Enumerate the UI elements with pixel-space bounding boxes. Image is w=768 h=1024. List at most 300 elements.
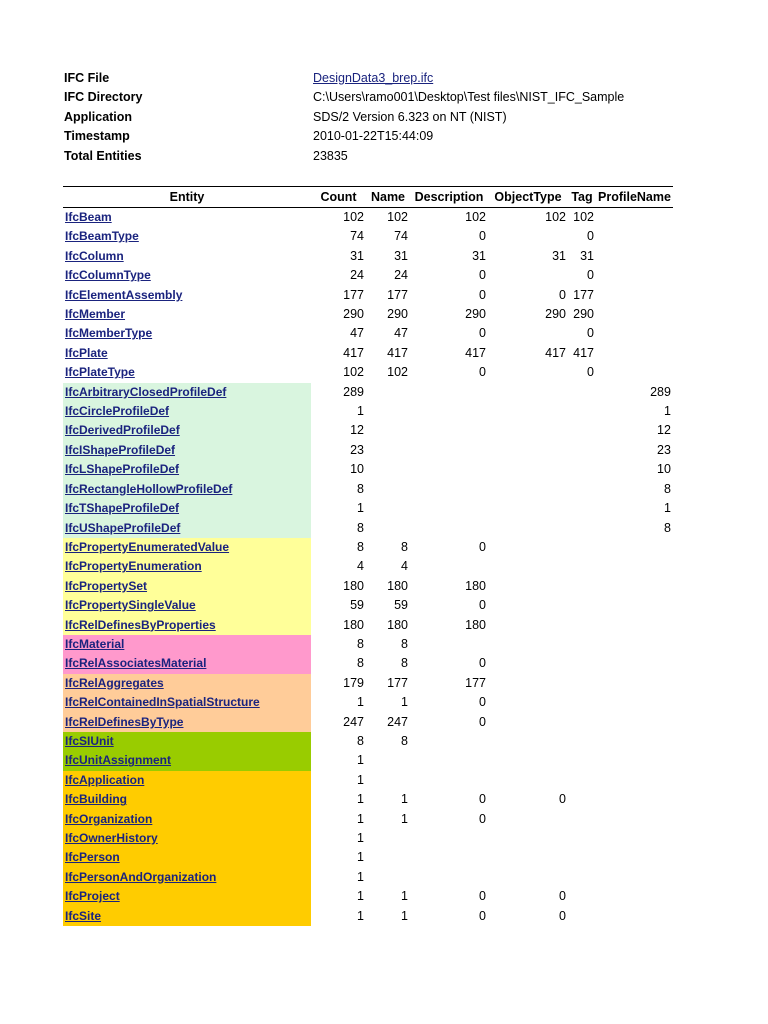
table-row (63, 208, 673, 228)
entity-link[interactable]: IfcOwnerHistory (65, 831, 158, 845)
cell-name: 180 (387, 617, 408, 632)
entity-link[interactable]: IfcSIUnit (65, 733, 114, 748)
entity-link[interactable]: IfcProject (65, 889, 120, 904)
cell-description: 0 (479, 287, 486, 302)
cell-name: 1 (401, 889, 408, 904)
table-row (63, 868, 673, 887)
cell-objecttype (488, 868, 568, 887)
cell-description (410, 829, 488, 848)
entity-cell (63, 421, 311, 440)
table-row (63, 751, 673, 770)
table-row (63, 305, 673, 324)
column-header-tag: Tag (568, 187, 596, 208)
cell-profilename (596, 635, 673, 654)
cell-profilename (596, 557, 673, 576)
cell-profilename: 1 (664, 501, 671, 516)
cell-count: 1 (357, 501, 364, 516)
cell-count: 247 (343, 714, 364, 729)
entity-cell (63, 596, 311, 615)
table-row (63, 460, 673, 479)
cell-description (410, 460, 488, 479)
cell-count: 8 (357, 520, 364, 535)
cell-objecttype (488, 751, 568, 770)
table-row (63, 383, 673, 402)
entity-cell (63, 751, 311, 770)
cell-count: 31 (350, 248, 364, 263)
cell-objecttype (488, 363, 568, 382)
cell-description: 290 (465, 307, 486, 322)
cell-objecttype (488, 848, 568, 867)
meta-key: IFC Directory (64, 90, 143, 105)
cell-count: 1 (357, 889, 364, 904)
cell-count: 8 (357, 539, 364, 554)
cell-description: 0 (479, 811, 486, 826)
cell-count: 177 (343, 287, 364, 302)
cell-name: 180 (387, 578, 408, 593)
cell-count: 102 (343, 365, 364, 380)
cell-tag: 0 (587, 365, 594, 380)
table-body (63, 208, 673, 927)
cell-description: 0 (479, 598, 486, 613)
entity-cell (63, 538, 311, 557)
table-row (63, 848, 673, 867)
cell-tag (568, 848, 596, 867)
cell-tag (568, 441, 596, 460)
cell-tag (568, 557, 596, 576)
column-header-entity: Entity (63, 187, 311, 208)
cell-objecttype (488, 810, 568, 829)
cell-description: 0 (479, 539, 486, 554)
cell-objecttype (488, 654, 568, 673)
cell-objecttype: 102 (545, 210, 566, 224)
entity-cell (63, 247, 311, 266)
cell-profilename (596, 286, 673, 305)
entity-cell (63, 693, 311, 712)
cell-objecttype (488, 596, 568, 615)
cell-objecttype (488, 227, 568, 246)
table-row (63, 286, 673, 305)
cell-count: 1 (357, 869, 364, 884)
column-header-description: Description (410, 187, 488, 208)
cell-count: 1 (357, 811, 364, 826)
cell-tag (568, 868, 596, 887)
cell-name: 417 (387, 345, 408, 360)
entity-link[interactable]: IfcTShapeProfileDef (65, 501, 180, 516)
cell-count: 8 (357, 656, 364, 671)
table-row (63, 713, 673, 732)
cell-name: 1 (401, 811, 408, 826)
cell-tag (568, 596, 596, 615)
cell-objecttype (488, 577, 568, 596)
table-row (63, 557, 673, 576)
cell-objecttype (488, 402, 568, 421)
cell-name: 1 (401, 695, 408, 710)
cell-profilename (596, 810, 673, 829)
cell-description (410, 635, 488, 654)
meta-value: C:\Users\ramo001\Desktop\Test files\NIST_IFC_Sample (313, 90, 625, 105)
cell-name: 1 (401, 792, 408, 807)
cell-profilename (596, 208, 673, 228)
entity-link[interactable]: IfcPlate (65, 345, 108, 360)
entity-link[interactable]: IfcMember (65, 307, 126, 322)
cell-count: 47 (350, 326, 364, 341)
cell-profilename: 12 (657, 423, 671, 438)
table-row (63, 421, 673, 440)
cell-profilename (596, 654, 673, 673)
cell-profilename (596, 829, 673, 848)
table-row (63, 732, 673, 751)
cell-count: 10 (350, 462, 364, 477)
cell-name: 8 (401, 539, 408, 554)
entity-link[interactable]: IfcMemberType (65, 326, 153, 341)
entity-link[interactable]: IfcUShapeProfileDef (65, 520, 181, 535)
cell-profilename (596, 868, 673, 887)
cell-tag (568, 713, 596, 732)
entity-cell (63, 713, 311, 732)
cell-tag: 0 (587, 229, 594, 244)
meta-value: 23835 (313, 148, 348, 163)
cell-name: 247 (387, 714, 408, 729)
cell-tag (568, 460, 596, 479)
entity-link[interactable]: IfcApplication (65, 772, 145, 787)
entity-link[interactable]: IfcPropertySingleValue (65, 598, 196, 613)
cell-profilename: 1 (664, 404, 671, 419)
meta-row (64, 127, 624, 146)
cell-profilename (596, 713, 673, 732)
cell-name (366, 751, 410, 770)
cell-profilename: 8 (664, 520, 671, 535)
cell-count: 8 (357, 733, 364, 748)
cell-description: 0 (479, 889, 486, 904)
ifc-file-link[interactable]: DesignData3_brep.ifc (313, 71, 434, 85)
entity-link[interactable]: IfcBeam (65, 210, 112, 224)
cell-description: 0 (479, 268, 486, 283)
cell-name (366, 402, 410, 421)
entity-cell (63, 324, 311, 343)
cell-tag (568, 771, 596, 790)
table-row (63, 771, 673, 790)
cell-tag (568, 421, 596, 440)
entity-link[interactable]: IfcMaterial (65, 636, 125, 651)
entity-link[interactable]: IfcPropertySet (65, 578, 148, 593)
cell-tag (568, 674, 596, 693)
meta-row (64, 108, 624, 127)
cell-name (366, 480, 410, 499)
cell-name: 8 (401, 733, 408, 748)
cell-tag (568, 810, 596, 829)
cell-profilename (596, 247, 673, 266)
entity-cell (63, 460, 311, 479)
entity-link[interactable]: IfcOrganization (65, 811, 153, 826)
meta-value: SDS/2 Version 6.323 on NT (NIST) (313, 109, 507, 124)
cell-tag (568, 577, 596, 596)
entity-cell (63, 577, 311, 596)
entity-cell (63, 286, 311, 305)
meta-key: IFC File (64, 71, 110, 85)
cell-profilename (596, 596, 673, 615)
cell-objecttype (488, 674, 568, 693)
cell-description (410, 848, 488, 867)
cell-description: 0 (479, 656, 486, 671)
cell-objecttype (488, 480, 568, 499)
cell-count: 179 (343, 675, 364, 690)
cell-count: 1 (357, 404, 364, 419)
cell-profilename (596, 616, 673, 635)
file-metadata (64, 69, 624, 166)
cell-description (410, 441, 488, 460)
table-row (63, 810, 673, 829)
meta-value: 2010-01-22T15:44:09 (313, 129, 434, 144)
cell-count: 12 (350, 423, 364, 438)
cell-description (410, 480, 488, 499)
cell-description (410, 751, 488, 770)
entity-link[interactable]: IfcLShapeProfileDef (65, 462, 180, 477)
entity-link[interactable]: IfcPerson (65, 850, 120, 865)
cell-count: 8 (357, 636, 364, 651)
cell-count: 23 (350, 442, 364, 457)
cell-tag (568, 732, 596, 751)
table-row (63, 887, 673, 906)
cell-count: 74 (350, 229, 364, 244)
cell-objecttype (488, 460, 568, 479)
cell-name: 24 (394, 268, 408, 283)
column-header-count: Count (311, 187, 366, 208)
cell-name (366, 383, 410, 402)
cell-name (366, 868, 410, 887)
table-row (63, 227, 673, 246)
column-header-name: Name (366, 187, 410, 208)
entity-cell (63, 305, 311, 324)
cell-profilename: 23 (657, 442, 671, 457)
table-row (63, 363, 673, 382)
cell-name: 290 (387, 307, 408, 322)
entity-cell (63, 810, 311, 829)
cell-objecttype (488, 499, 568, 518)
cell-profilename (596, 227, 673, 246)
cell-name: 4 (401, 559, 408, 574)
cell-count: 8 (357, 481, 364, 496)
table-row (63, 519, 673, 538)
cell-description (410, 383, 488, 402)
table-row (63, 266, 673, 285)
entity-cell (63, 868, 311, 887)
entity-link[interactable]: IfcColumn (65, 248, 124, 263)
cell-profilename (596, 266, 673, 285)
cell-description: 180 (465, 578, 486, 593)
table-row (63, 577, 673, 596)
entity-link[interactable]: IfcSite (65, 908, 102, 923)
cell-objecttype: 31 (552, 248, 566, 263)
cell-profilename (596, 305, 673, 324)
cell-name: 102 (387, 365, 408, 380)
table-row (63, 907, 673, 926)
table-row (63, 616, 673, 635)
cell-profilename (596, 344, 673, 363)
cell-description: 417 (465, 345, 486, 360)
cell-tag (568, 693, 596, 712)
table-row (63, 344, 673, 363)
cell-name: 47 (394, 326, 408, 341)
cell-tag (568, 499, 596, 518)
table-row (63, 654, 673, 673)
entity-cell (63, 771, 311, 790)
entity-link[interactable]: IfcPersonAndOrganization (65, 869, 217, 884)
entity-cell (63, 402, 311, 421)
entity-link[interactable]: IfcRelDefinesByProperties (65, 617, 216, 632)
entity-cell (63, 363, 311, 382)
entity-link[interactable]: IfcPropertyEnumeration (65, 559, 202, 574)
entity-cell (63, 848, 311, 867)
cell-objecttype: 0 (559, 889, 566, 904)
table-row (63, 402, 673, 421)
cell-count: 417 (343, 345, 364, 360)
entity-link[interactable]: IfcRectangleHollowProfileDef (65, 481, 233, 496)
entity-cell (63, 732, 311, 751)
cell-objecttype (488, 713, 568, 732)
cell-objecttype (488, 421, 568, 440)
cell-profilename: 289 (650, 384, 671, 399)
table-row (63, 247, 673, 266)
column-header-objecttype: ObjectType (488, 187, 568, 208)
entity-link[interactable]: IfcPlateType (65, 365, 135, 380)
entity-cell (63, 654, 311, 673)
cell-description: 0 (479, 695, 486, 710)
cell-name: 8 (401, 636, 408, 651)
entity-link[interactable]: IfcBuilding (65, 792, 127, 807)
cell-tag (568, 829, 596, 848)
table-header (63, 187, 673, 208)
entity-link[interactable]: IfcIShapeProfileDef (65, 442, 176, 457)
entity-cell (63, 519, 311, 538)
meta-row (64, 88, 624, 107)
entity-link[interactable]: IfcUnitAssignment (65, 753, 172, 768)
meta-key: Total Entities (64, 148, 142, 163)
cell-count: 1 (357, 772, 364, 787)
cell-name: 1 (401, 908, 408, 923)
cell-profilename (596, 751, 673, 770)
cell-description: 31 (472, 248, 486, 263)
cell-profilename (596, 790, 673, 809)
cell-profilename (596, 577, 673, 596)
cell-tag (568, 538, 596, 557)
cell-name: 177 (387, 675, 408, 690)
cell-objecttype (488, 557, 568, 576)
entity-link[interactable]: IfcDerivedProfileDef (65, 423, 180, 438)
cell-profilename (596, 693, 673, 712)
cell-tag (568, 519, 596, 538)
meta-row (64, 147, 624, 166)
cell-count: 24 (350, 268, 364, 283)
header-row (63, 187, 673, 208)
cell-name: 59 (394, 598, 408, 613)
entity-cell (63, 635, 311, 654)
cell-objecttype: 0 (559, 908, 566, 923)
entity-cell (63, 790, 311, 809)
cell-profilename (596, 363, 673, 382)
cell-objecttype (488, 616, 568, 635)
cell-name (366, 829, 410, 848)
cell-description: 0 (479, 908, 486, 923)
entity-cell (63, 616, 311, 635)
cell-objecttype (488, 266, 568, 285)
entity-link[interactable]: IfcRelAggregates (65, 675, 164, 690)
cell-description: 177 (465, 675, 486, 690)
entity-cell (63, 480, 311, 499)
table-row (63, 790, 673, 809)
meta-row (64, 69, 624, 88)
cell-name: 74 (394, 229, 408, 244)
entity-link[interactable]: IfcArbitraryClosedProfileDef (65, 384, 227, 399)
cell-name (366, 771, 410, 790)
cell-count: 1 (357, 831, 364, 845)
cell-profilename (596, 848, 673, 867)
cell-profilename (596, 771, 673, 790)
meta-key: Timestamp (64, 129, 130, 144)
cell-count: 102 (343, 210, 364, 224)
cell-description (410, 402, 488, 421)
entity-link[interactable]: IfcRelContainedInSpatialStructure (65, 695, 260, 710)
cell-description (410, 557, 488, 576)
cell-description (410, 499, 488, 518)
cell-description (410, 732, 488, 751)
cell-tag (568, 480, 596, 499)
cell-description: 102 (465, 210, 486, 224)
cell-name (366, 519, 410, 538)
cell-tag: 102 (573, 210, 594, 224)
entity-cell (63, 829, 311, 848)
entity-link[interactable]: IfcColumnType (65, 268, 151, 283)
table-row (63, 674, 673, 693)
cell-objecttype (488, 441, 568, 460)
entity-cell (63, 227, 311, 246)
entity-cell (63, 266, 311, 285)
table-row (63, 693, 673, 712)
entity-link[interactable]: IfcElementAssembly (65, 287, 183, 302)
entity-cell (63, 344, 311, 363)
entity-cell (63, 441, 311, 460)
cell-count: 4 (357, 559, 364, 574)
entity-link[interactable]: IfcRelDefinesByType (65, 714, 184, 729)
entity-cell (63, 499, 311, 518)
entity-link[interactable]: IfcBeamType (65, 229, 139, 244)
cell-name: 177 (387, 287, 408, 302)
entity-link[interactable]: IfcPropertyEnumeratedValue (65, 539, 230, 554)
cell-tag (568, 402, 596, 421)
cell-objecttype (488, 732, 568, 751)
table-row (63, 324, 673, 343)
cell-description (410, 421, 488, 440)
entity-cell (63, 887, 311, 906)
cell-profilename (596, 674, 673, 693)
cell-tag (568, 751, 596, 770)
cell-tag: 417 (573, 345, 594, 360)
cell-count: 180 (343, 617, 364, 632)
cell-name (366, 441, 410, 460)
cell-tag (568, 383, 596, 402)
table-row (63, 480, 673, 499)
entity-link[interactable]: IfcRelAssociatesMaterial (65, 656, 207, 671)
cell-count: 289 (343, 384, 364, 399)
cell-name: 8 (401, 656, 408, 671)
entity-link[interactable]: IfcCircleProfileDef (65, 404, 170, 419)
cell-profilename (596, 538, 673, 557)
cell-objecttype: 417 (545, 345, 566, 360)
cell-profilename (596, 732, 673, 751)
table-row (63, 499, 673, 518)
cell-description: 180 (465, 617, 486, 632)
cell-tag (568, 654, 596, 673)
cell-description (410, 771, 488, 790)
